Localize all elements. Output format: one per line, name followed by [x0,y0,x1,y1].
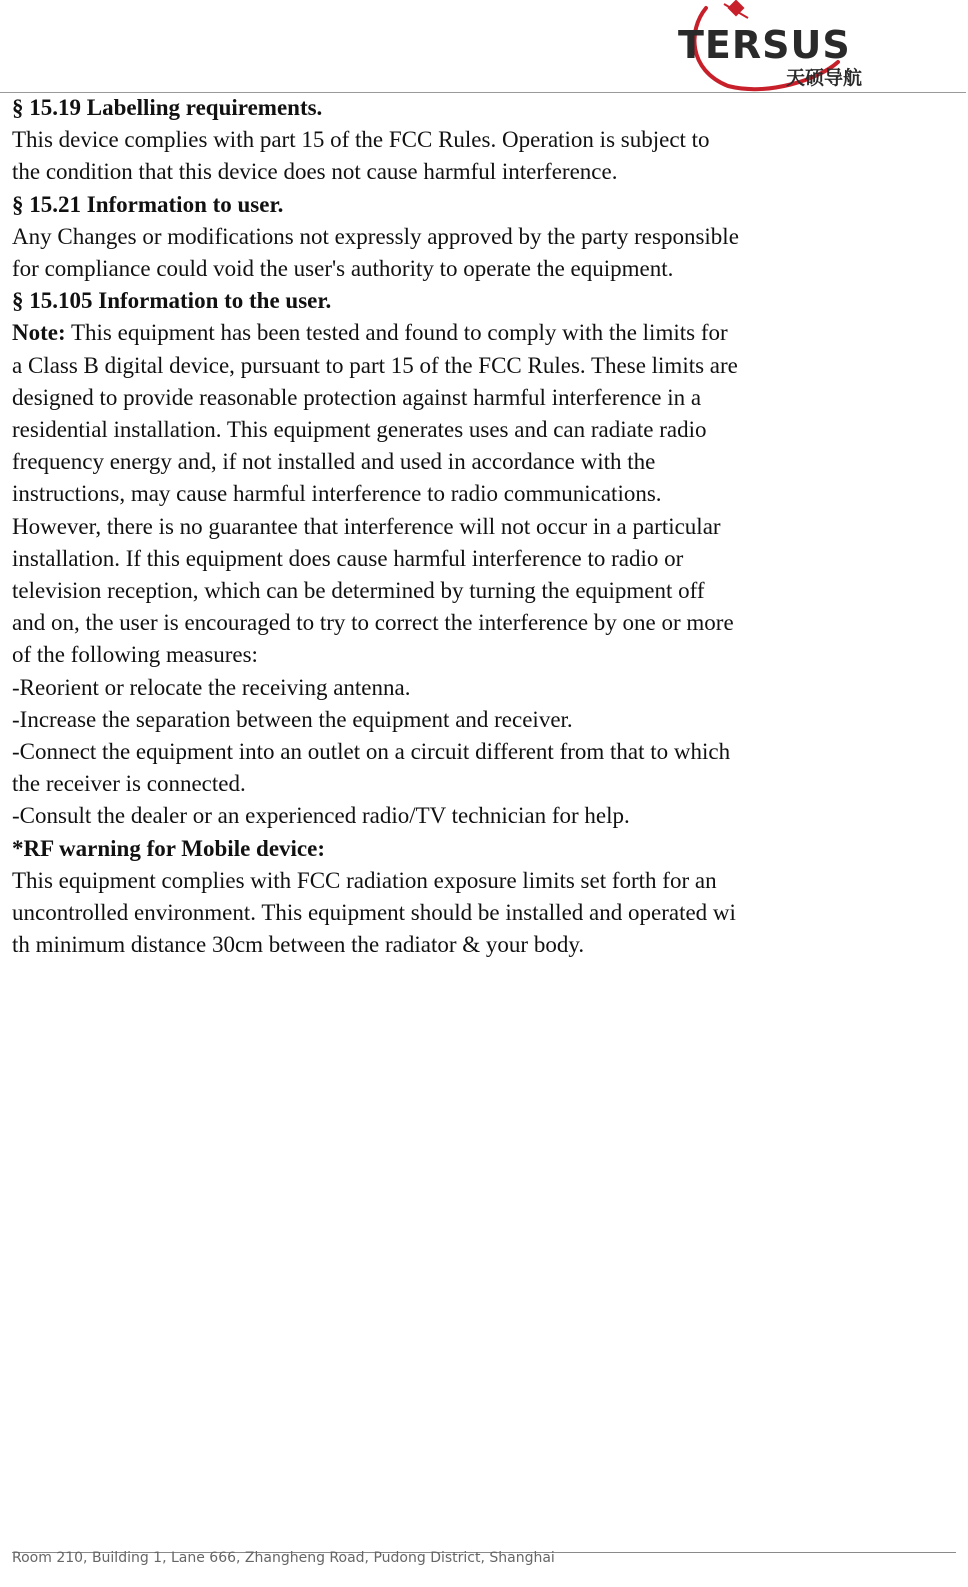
tersus-logo [678,0,878,92]
paragraph-line: installation. If this equipment does cause harmful interference to radio or [12,545,684,571]
note-line [12,317,812,349]
page-header [0,0,968,92]
paragraph-line: the condition that this device does not cause harmful interference. [12,159,618,185]
paragraph-line: frequency energy and, if not installed and used in accordance with the [12,449,656,475]
section-heading-rf-warning: *RF warning for Mobile device: [12,835,326,861]
paragraph-line: Any Changes or modifications not expressly approved by the party responsible [12,223,739,249]
logo-chinese: 天硕导航 [786,67,863,89]
document-body [12,92,812,961]
paragraph-line: designed to provide reasonable protection against harmful interference in a [12,384,702,410]
measure-item: -Reorient or relocate the receiving antenna. [12,674,411,700]
paragraph-line: television reception, which can be determined by turning the equipment off [12,578,705,604]
paragraph-line: uncontrolled environment. This equipment should be installed and operated wi [12,900,736,926]
measure-item: -Connect the equipment into an outlet on a circuit different from that to which [12,739,731,765]
logo-graphic [678,0,878,92]
paragraph-line: and on, the user is encouraged to try to correct the interference by one or more [12,610,734,636]
paragraph-line: residential installation. This equipment generates uses and can radiate radio [12,417,707,443]
paragraph-line: the receiver is connected. [12,771,246,797]
section-heading-15-21: § 15.21 Information to user. [12,191,284,217]
footer-address: Room 210, Building 1, Lane 666, Zhangheng Road, Pudong District, Shanghai [12,1550,555,1566]
paragraph-line: for compliance could void the user's authority to operate the equipment. [12,256,674,282]
paragraph-line: a Class B digital device, pursuant to part 15 of the FCC Rules. These limits are [12,352,738,378]
paragraph-line: This device complies with part 15 of the FCC Rules. Operation is subject to [12,127,710,153]
measure-item: -Consult the dealer or an experienced radio/TV technician for help. [12,803,630,829]
note-label: Note: [12,320,66,346]
paragraph-line: However, there is no guarantee that interference will not occur in a particular [12,513,721,539]
paragraph-line: instructions, may cause harmful interference to radio communications. [12,481,662,507]
note-text: This equipment has been tested and found to comply with the limits for [65,320,728,346]
paragraph-line: th minimum distance 30cm between the radiator & your body. [12,932,585,958]
measure-item: -Increase the separation between the equipment and receiver. [12,706,573,732]
section-heading-15-105: § 15.105 Information to the user. [12,288,332,314]
paragraph-line: of the following measures: [12,642,258,668]
section-heading-15-19: § 15.19 Labelling requirements. [12,95,323,120]
paragraph-line: This equipment complies with FCC radiation exposure limits set forth for an [12,867,717,893]
logo-wordmark: TERSUS [678,23,851,67]
